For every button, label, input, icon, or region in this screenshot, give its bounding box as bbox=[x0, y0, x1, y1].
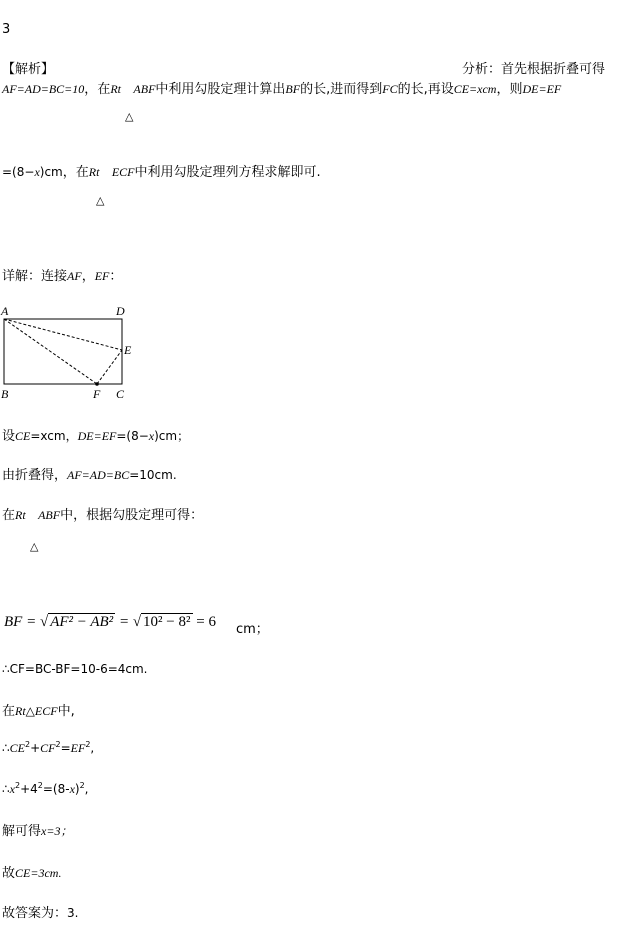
detail-line: 详解：连接AF，EF： bbox=[2, 269, 123, 284]
section-title: 【解析】 bbox=[2, 62, 55, 77]
label-b: B bbox=[1, 387, 9, 401]
segment-ae bbox=[4, 319, 122, 350]
point-f bbox=[95, 382, 99, 386]
formula-unit: cm； bbox=[236, 622, 269, 637]
step-solve: 解可得x=3； bbox=[2, 824, 73, 839]
label-e: E bbox=[124, 343, 132, 357]
segment-fe bbox=[97, 350, 122, 384]
label-c: C bbox=[116, 387, 125, 401]
analysis-line-2: =(8−x)cm，在Rt ECF中利用勾股定理列方程求解即可. bbox=[2, 165, 321, 180]
step-pythagoras-ecf: $\therefore CE^2+CF^2=EF^2$, bbox=[2, 740, 95, 755]
rectangle-fold-diagram bbox=[0, 300, 140, 405]
analysis-intro: 分析：首先根据折叠可得 bbox=[462, 62, 606, 77]
step-pythagoras-intro: 在Rt ABF中，根据勾股定理可得： bbox=[2, 508, 204, 523]
segment-af bbox=[4, 319, 97, 384]
sqrt-sign: √ bbox=[132, 614, 142, 630]
bf-formula: BF = √ AF² − AB² = √ 10² − 8² = 6 bbox=[4, 614, 216, 630]
step-cf: ∴CF=BC-BF=10-6=4cm. bbox=[2, 662, 148, 676]
triangle-symbol: △ bbox=[125, 110, 134, 123]
step-in-ecf: 在Rt△ECF中, bbox=[2, 704, 75, 719]
step-set-ce: 设CE=xcm，DE=EF=(8−x)cm； bbox=[2, 429, 190, 444]
step-equation: $\therefore x^2+4^2=(8-x)^2$, bbox=[2, 781, 89, 796]
analysis-line-1: AF=AD=BC=10，在Rt ABF中利用勾股定理计算出BF的长,进而得到FC的长,再设CE=xcm，则DE=EF bbox=[2, 82, 562, 97]
label-d: D bbox=[116, 304, 125, 318]
triangle-symbol: △ bbox=[30, 540, 39, 553]
final-answer: 故答案为：3. bbox=[2, 906, 79, 921]
triangle-symbol: △ bbox=[96, 194, 105, 207]
step-conclusion: 故CE=3cm. bbox=[2, 866, 62, 881]
label-f: F bbox=[93, 387, 101, 401]
step-fold: 由折叠得，AF=AD=BC=10cm. bbox=[2, 468, 177, 483]
sqrt-sign: √ bbox=[39, 614, 49, 630]
question-number: 3 bbox=[2, 22, 11, 37]
label-a: A bbox=[1, 304, 9, 318]
